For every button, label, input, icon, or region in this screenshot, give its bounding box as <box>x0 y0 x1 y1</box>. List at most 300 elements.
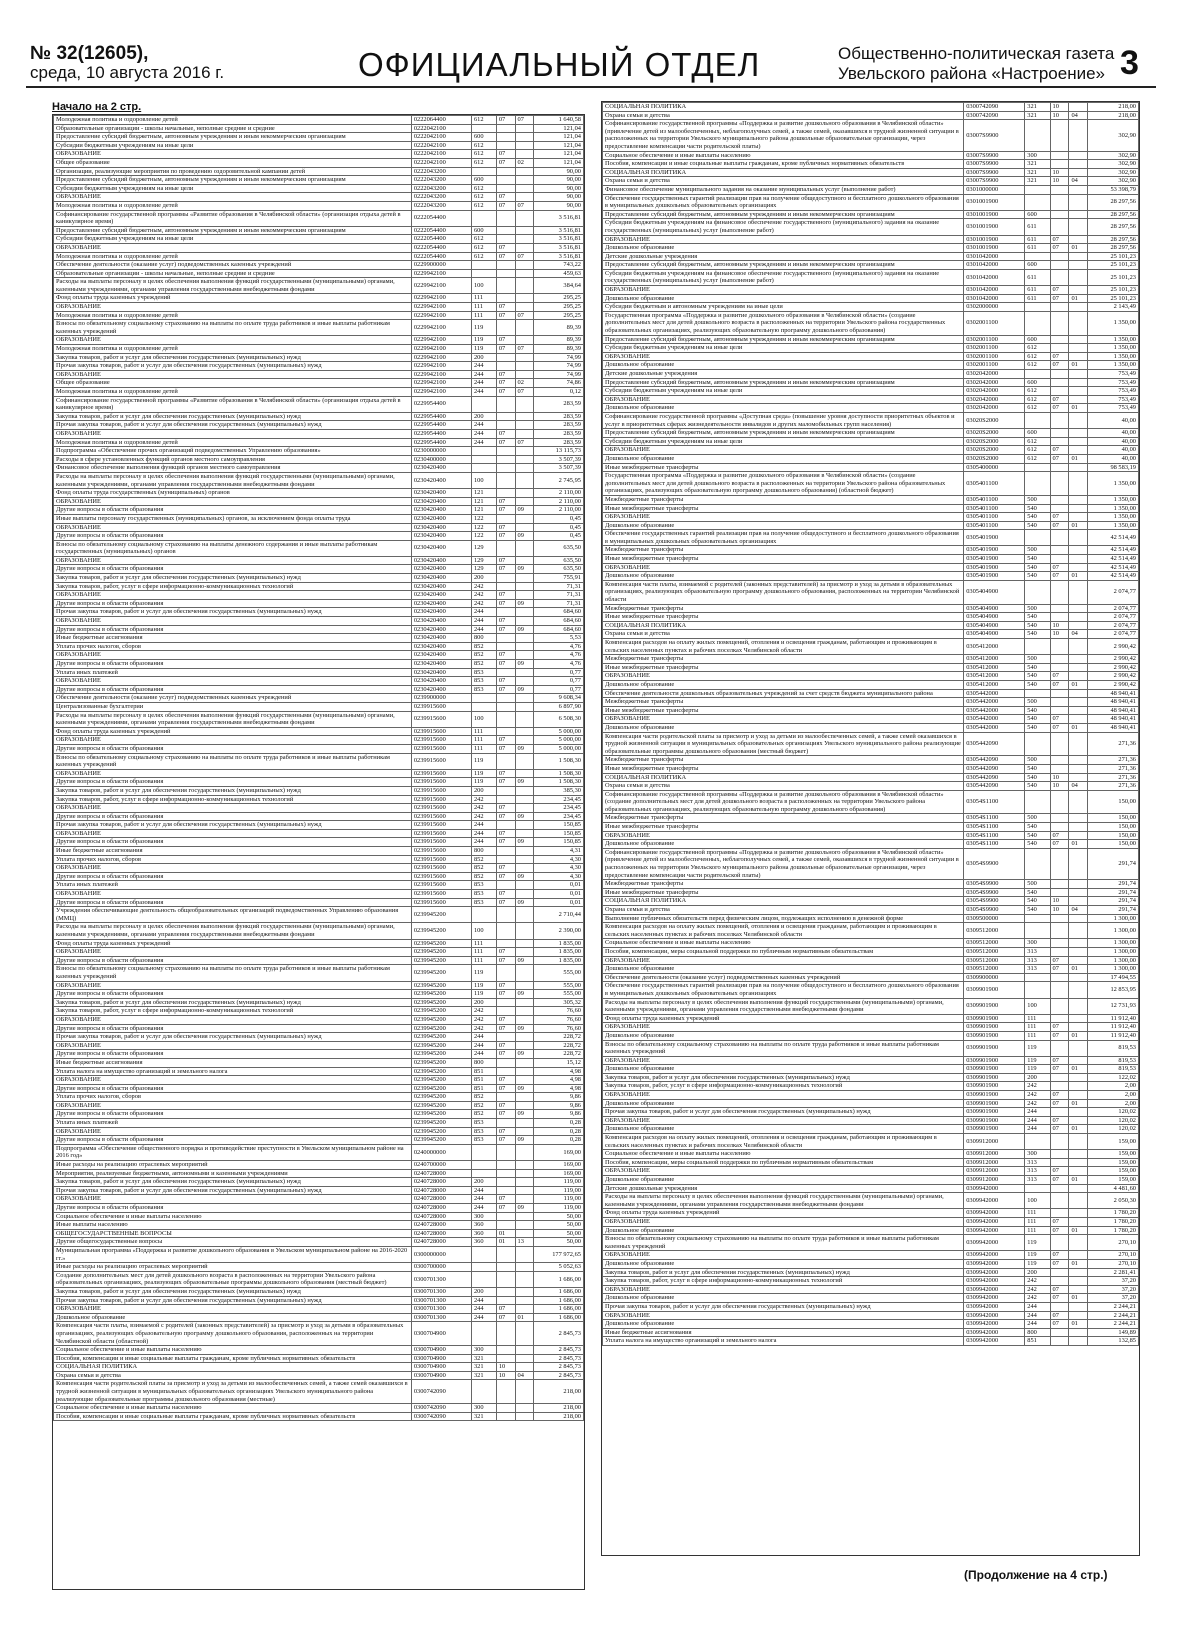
subsection-cell: 09 <box>515 685 534 694</box>
amount-cell: 819,53 <box>1088 1065 1139 1074</box>
subsection-cell <box>1069 286 1088 295</box>
target-code-cell: 0240728000 <box>411 1169 471 1178</box>
item-name-cell: Централизованные бухгалтерии <box>54 702 412 711</box>
expense-type-cell: 851 <box>1025 1337 1050 1346</box>
subsection-cell <box>515 1354 534 1363</box>
table-row <box>54 795 584 804</box>
amount-cell: 177 972,65 <box>534 1246 584 1262</box>
amount-cell: 1 300,00 <box>1088 939 1139 948</box>
table-row <box>54 243 584 252</box>
table-row <box>603 1337 1139 1346</box>
expense-type-cell <box>1025 790 1050 814</box>
item-name-cell: Закупка товаров, работ и услуг для обеспечения государственных (муниципальных) нужд <box>54 574 412 583</box>
table-row <box>54 898 584 907</box>
target-code-cell: 0222042100 <box>411 150 471 159</box>
subsection-cell: 04 <box>1069 906 1088 915</box>
subsection-cell <box>515 1404 534 1413</box>
item-name-cell: Государственная программа «Поддержка и развитие дошкольного образования в Челябинской области» (создание дополнительных мест для детей дошкольного возраста в расположенных на территории Увельского района образовательных организациях, реализующих образовательную программу дошкольного образования) (областной бюджет) <box>603 472 964 496</box>
table-row <box>603 111 1139 120</box>
section-cell <box>496 1161 515 1170</box>
subsection-cell <box>1069 655 1088 664</box>
section-cell <box>1050 378 1069 387</box>
expense-type-cell: 244 <box>471 1050 496 1059</box>
table-row <box>603 1302 1139 1311</box>
expense-type-cell <box>1025 639 1050 655</box>
section-cell: 10 <box>1050 103 1069 112</box>
expense-type-cell: 119 <box>471 965 496 981</box>
target-code-cell: 0305401100 <box>964 513 1025 522</box>
item-name-cell: ОБРАЗОВАНИЕ <box>603 1285 964 1294</box>
subsection-cell <box>515 1363 534 1372</box>
expense-type-cell: 800 <box>471 634 496 643</box>
section-cell <box>496 1287 515 1296</box>
subsection-cell <box>515 907 534 923</box>
item-name-cell: Охрана семьи и детства <box>603 177 964 186</box>
table-row <box>603 982 1139 998</box>
expense-type-cell: 611 <box>1025 286 1050 295</box>
expense-type-cell: 321 <box>471 1354 496 1363</box>
amount-cell: 753,49 <box>1088 404 1139 413</box>
table-row <box>54 388 584 397</box>
section-cell <box>496 1246 515 1262</box>
item-name-cell: Прочая закупка товаров, работ и услуг для обеспечения государственных (муниципальных) нужд <box>54 362 412 371</box>
target-code-cell: 0305442000 <box>964 698 1025 707</box>
table-row <box>54 956 584 965</box>
expense-type-cell: 111 <box>471 948 496 957</box>
section-cell <box>496 855 515 864</box>
subsection-cell <box>1069 982 1088 998</box>
table-row <box>54 1007 584 1016</box>
target-code-cell: 0302042000 <box>964 370 1025 379</box>
expense-type-cell <box>471 1263 496 1272</box>
subsection-cell <box>515 1221 534 1230</box>
item-name-cell: Другие вопросы в области образования <box>54 872 412 881</box>
expense-type-cell: 360 <box>471 1221 496 1230</box>
amount-cell: 1 686,00 <box>534 1287 584 1296</box>
target-code-cell: 0305404900 <box>964 613 1025 622</box>
expense-type-cell: 313 <box>1025 1158 1050 1167</box>
subsection-cell <box>1069 1073 1088 1082</box>
target-code-cell: 0230420400 <box>411 489 471 498</box>
amount-cell: 2 845,73 <box>534 1322 584 1346</box>
table-row <box>54 193 584 202</box>
target-code-cell: 03007S9900 <box>964 177 1025 186</box>
expense-type-cell: 852 <box>471 651 496 660</box>
subsection-cell: 01 <box>515 1313 534 1322</box>
target-code-cell: 0302042000 <box>964 378 1025 387</box>
table-row <box>54 438 584 447</box>
subsection-cell <box>515 556 534 565</box>
section-cell: 07 <box>496 158 515 167</box>
amount-cell: 159,00 <box>1088 1134 1139 1150</box>
amount-cell: 753,49 <box>1088 378 1139 387</box>
expense-type-cell: 612 <box>1025 395 1050 404</box>
target-code-cell: 0302001100 <box>964 311 1025 335</box>
amount-cell: 119,00 <box>534 1186 584 1195</box>
item-name-cell: Дошкольное образование <box>603 1099 964 1108</box>
subsection-cell <box>515 753 534 769</box>
subsection-cell: 01 <box>1069 1031 1088 1040</box>
subsection-cell <box>515 1178 534 1187</box>
target-code-cell: 0300742090 <box>964 103 1025 112</box>
target-code-cell: 0239915600 <box>411 778 471 787</box>
item-name-cell: Предоставление субсидий бюджетным, автономным учреждениям и иным некоммерческим организациям <box>54 133 412 142</box>
subsection-cell: 09 <box>515 1050 534 1059</box>
expense-type-cell: 242 <box>471 582 496 591</box>
table-row <box>54 753 584 769</box>
section-cell: 07 <box>1050 1259 1069 1268</box>
section-cell: 07 <box>1050 723 1069 732</box>
item-name-cell: ОБРАЗОВАНИЕ <box>54 617 412 626</box>
item-name-cell: ОБРАЗОВАНИЕ <box>603 235 964 244</box>
section-cell <box>496 1354 515 1363</box>
section-cell: 07 <box>496 116 515 125</box>
item-name-cell: Компенсация расходов на оплату жилых помещений, отопления и освещения гражданам, работающим и проживающим в сельских населенных пунктах и рабочих поселках Челябинской области <box>603 639 964 655</box>
item-name-cell: ОБРАЗОВАНИЕ <box>54 497 412 506</box>
target-code-cell: 0309942000 <box>964 1294 1025 1303</box>
table-row <box>54 847 584 856</box>
table-row <box>54 1346 584 1355</box>
subsection-cell: 02 <box>515 379 534 388</box>
expense-type-cell: 611 <box>1025 244 1050 253</box>
section-cell: 07 <box>496 1313 515 1322</box>
subsection-cell <box>1069 1150 1088 1159</box>
table-row <box>603 168 1139 177</box>
expense-type-cell: 500 <box>1025 495 1050 504</box>
subsection-cell <box>515 1195 534 1204</box>
subsection-cell <box>1069 790 1088 814</box>
item-name-cell: Компенсация расходов на оплату жилых помещений, отопления и освещения гражданам, работающим и проживающим в сельских населенных пунктах и рабочих поселках Челябинской области <box>603 923 964 939</box>
subsection-cell <box>515 1287 534 1296</box>
item-name-cell: ОБРАЗОВАНИЕ <box>54 769 412 778</box>
item-name-cell: СОЦИАЛЬНАЯ ПОЛИТИКА <box>603 773 964 782</box>
section-cell: 07 <box>1050 1251 1069 1260</box>
section-cell: 07 <box>496 625 515 634</box>
subsection-cell <box>1069 1277 1088 1286</box>
table-row <box>603 782 1139 791</box>
target-code-cell: 0302001100 <box>964 352 1025 361</box>
section-cell: 07 <box>1050 1091 1069 1100</box>
expense-type-cell: 111 <box>1025 1226 1050 1235</box>
table-row <box>603 1167 1139 1176</box>
table-row <box>54 907 584 923</box>
amount-cell: 218,00 <box>534 1404 584 1413</box>
section-cell: 07 <box>1050 1023 1069 1032</box>
expense-type-cell: 321 <box>471 1412 496 1421</box>
target-code-cell: 0239945200 <box>411 1136 471 1145</box>
amount-cell: 25 101,23 <box>1088 294 1139 303</box>
item-name-cell: ОБРАЗОВАНИЕ <box>54 804 412 813</box>
table-row <box>603 1073 1139 1082</box>
amount-cell: 150,85 <box>534 821 584 830</box>
target-code-cell: 0305404900 <box>964 580 1025 604</box>
table-row <box>54 362 584 371</box>
expense-type-cell: 244 <box>471 1204 496 1213</box>
subsection-cell <box>515 226 534 235</box>
subsection-cell: 01 <box>1069 1099 1088 1108</box>
subsection-cell <box>1069 463 1088 472</box>
amount-cell: 1 508,30 <box>534 753 584 769</box>
expense-type-cell: 540 <box>1025 782 1050 791</box>
table-row <box>54 455 584 464</box>
table-row <box>603 1082 1139 1091</box>
target-code-cell: 0239915600 <box>411 847 471 856</box>
table-row <box>603 530 1139 546</box>
subsection-cell <box>515 617 534 626</box>
section-cell <box>1050 429 1069 438</box>
expense-type-cell: 244 <box>471 1313 496 1322</box>
amount-cell: 2 990,42 <box>1088 639 1139 655</box>
section-cell <box>496 753 515 769</box>
amount-cell: 5 000,00 <box>534 744 584 753</box>
subsection-cell <box>1069 698 1088 707</box>
expense-type-cell: 200 <box>471 1287 496 1296</box>
target-code-cell: 0239945200 <box>411 1024 471 1033</box>
table-row <box>603 103 1139 112</box>
target-code-cell: 0309901900 <box>964 1116 1025 1125</box>
item-name-cell: Молодежная политика и оздоровление детей <box>54 201 412 210</box>
table-row <box>54 379 584 388</box>
subsection-cell <box>1069 1023 1088 1032</box>
item-name-cell: Иные бюджетные ассигнования <box>603 1328 964 1337</box>
section-cell <box>496 1263 515 1272</box>
target-code-cell: 0301042000 <box>964 294 1025 303</box>
item-name-cell: Организации, реализующие мероприятия по проведению оздоровительной кампании детей <box>54 167 412 176</box>
section-cell <box>1050 698 1069 707</box>
subsection-cell <box>1069 563 1088 572</box>
section-cell <box>496 1067 515 1076</box>
item-name-cell: Иные выплаты населению <box>54 1221 412 1230</box>
section-cell: 07 <box>1050 680 1069 689</box>
expense-type-cell <box>1025 303 1050 312</box>
section-cell: 07 <box>496 898 515 907</box>
target-code-cell: 0222043200 <box>411 167 471 176</box>
continued-to-note: (Продолжение на 4 стр.) <box>964 1568 1108 1582</box>
subsection-cell: 09 <box>515 1024 534 1033</box>
subsection-cell: 07 <box>515 201 534 210</box>
target-code-cell: 0229942100 <box>411 362 471 371</box>
subsection-cell: 01 <box>1069 454 1088 463</box>
table-row <box>603 831 1139 840</box>
target-code-cell: 0309942000 <box>964 1259 1025 1268</box>
section-cell: 07 <box>496 303 515 312</box>
expense-type-cell: 313 <box>1025 947 1050 956</box>
item-name-cell: Обеспечение государственных гарантий реализации прав на получение общедоступного и бесплатного дошкольного образования в муниципальных дошкольных образовательных организациях <box>603 982 964 998</box>
subsection-cell <box>515 1169 534 1178</box>
target-code-cell: 0239945200 <box>411 1127 471 1136</box>
subsection-cell <box>515 795 534 804</box>
section-cell: 07 <box>496 1084 515 1093</box>
table-row <box>54 1322 584 1346</box>
item-name-cell: Иные межбюджетные трансферты <box>603 706 964 715</box>
section-cell: 07 <box>496 677 515 686</box>
item-name-cell: Уплата прочих налогов, сборов <box>54 642 412 651</box>
item-name-cell: Предоставление субсидий бюджетным, автономным учреждениям и иным некоммерческим организациям <box>54 226 412 235</box>
section-cell: 07 <box>496 497 515 506</box>
target-code-cell: 0239915600 <box>411 872 471 881</box>
item-name-cell: Финансовое обеспечение муниципального задания на оказание муниципальных услуг (выполнение работ) <box>603 185 964 194</box>
subsection-cell <box>1069 1108 1088 1117</box>
item-name-cell: Расходы на выплаты персоналу в целях обеспечения выполнения функций государственными (муниципальными) органами, казенными учреждениями, органами управления государственными внебюджетными фондами <box>603 1193 964 1209</box>
target-code-cell: 0230420400 <box>411 677 471 686</box>
expense-type-cell: 100 <box>1025 998 1050 1014</box>
amount-cell: 132,85 <box>1088 1337 1139 1346</box>
subsection-cell <box>1069 370 1088 379</box>
item-name-cell: Общее образование <box>54 158 412 167</box>
item-name-cell: ОБРАЗОВАНИЕ <box>603 1167 964 1176</box>
section-cell <box>496 514 515 523</box>
section-cell <box>496 923 515 939</box>
subsection-cell <box>1069 103 1088 112</box>
subsection-cell <box>515 1041 534 1050</box>
expense-type-cell: 300 <box>1025 151 1050 160</box>
expense-type-cell: 853 <box>471 668 496 677</box>
item-name-cell: ОБРАЗОВАНИЕ <box>54 1127 412 1136</box>
amount-cell: 0,01 <box>534 881 584 890</box>
amount-cell: 28 297,56 <box>1088 210 1139 219</box>
target-code-cell: 0301042000 <box>964 252 1025 261</box>
section-cell: 07 <box>1050 1056 1069 1065</box>
target-code-cell: 0222054400 <box>411 243 471 252</box>
subsection-cell <box>515 353 534 362</box>
item-name-cell: Межбюджетные трансферты <box>603 546 964 555</box>
section-cell: 07 <box>496 804 515 813</box>
expense-type-cell: 851 <box>471 1067 496 1076</box>
subsection-cell: 09 <box>515 1110 534 1119</box>
target-code-cell: 0239945200 <box>411 1067 471 1076</box>
target-code-cell: 0229954400 <box>411 412 471 421</box>
target-code-cell: 0240728000 <box>411 1221 471 1230</box>
item-name-cell: Социальное обеспечение и иные выплаты населению <box>54 1212 412 1221</box>
item-name-cell: Другие вопросы в области образования <box>54 744 412 753</box>
table-row <box>54 1195 584 1204</box>
expense-type-cell: 540 <box>1025 764 1050 773</box>
item-name-cell: Прочая закупка товаров, работ и услуг для обеспечения государственных (муниципальных) нужд <box>603 1108 964 1117</box>
table-row <box>54 124 584 133</box>
subsection-cell <box>1069 194 1088 210</box>
table-row <box>54 1186 584 1195</box>
target-code-cell: 0229942100 <box>411 294 471 303</box>
section-cell: 07 <box>1050 244 1069 253</box>
subsection-cell <box>1069 732 1088 756</box>
table-row <box>54 1161 584 1170</box>
subsection-cell <box>1069 235 1088 244</box>
item-name-cell: Пособия, компенсации и иные социальные выплаты гражданам, кроме публичных нормативных обязательств <box>54 1354 412 1363</box>
subsection-cell: 01 <box>1069 1226 1088 1235</box>
table-row <box>603 344 1139 353</box>
subsection-cell <box>515 243 534 252</box>
table-row <box>603 906 1139 915</box>
expense-type-cell: 242 <box>471 804 496 813</box>
expense-type-cell: 111 <box>1025 1014 1050 1023</box>
amount-cell: 2 244,21 <box>1088 1302 1139 1311</box>
item-name-cell: ОБРАЗОВАНИЕ <box>603 1311 964 1320</box>
expense-type-cell <box>471 269 496 278</box>
target-code-cell: 0309942000 <box>964 1337 1025 1346</box>
section-cell <box>1050 923 1069 939</box>
expense-type-cell: 600 <box>471 133 496 142</box>
table-row <box>603 897 1139 906</box>
target-code-cell: 0305442090 <box>964 773 1025 782</box>
table-row <box>603 1031 1139 1040</box>
target-code-cell: 03007S9900 <box>964 168 1025 177</box>
section-cell <box>1050 210 1069 219</box>
item-name-cell: Создание дополнительных мест для детей дошкольного возраста в расположенных на территории Увельского района образовательных организациях, реализующих образовательные программы дошкольного образования (местный бюджет) <box>54 1271 412 1287</box>
subsection-cell <box>1069 303 1088 312</box>
subsection-cell <box>515 923 534 939</box>
subsection-cell <box>515 303 534 312</box>
item-name-cell: ОБРАЗОВАНИЕ <box>54 303 412 312</box>
expense-type-cell: 600 <box>1025 210 1050 219</box>
subsection-cell <box>515 150 534 159</box>
expense-type-cell: 300 <box>471 1404 496 1413</box>
item-name-cell: ОБРАЗОВАНИЕ <box>54 1015 412 1024</box>
section-cell: 07 <box>1050 294 1069 303</box>
section-cell <box>1050 888 1069 897</box>
expense-type-cell: 540 <box>1025 504 1050 513</box>
subsection-cell <box>1069 831 1088 840</box>
subsection-cell: 01 <box>1069 1259 1088 1268</box>
item-name-cell: ОБРАЗОВАНИЕ <box>54 150 412 159</box>
expense-type-cell: 612 <box>1025 454 1050 463</box>
section-cell <box>1050 530 1069 546</box>
subsection-cell <box>515 1212 534 1221</box>
expense-type-cell: 853 <box>471 1127 496 1136</box>
table-row <box>603 613 1139 622</box>
expense-type-cell: 119 <box>471 320 496 336</box>
target-code-cell: 0309942000 <box>964 1277 1025 1286</box>
item-name-cell: ОБРАЗОВАНИЕ <box>603 715 964 724</box>
item-name-cell: ОБРАЗОВАНИЕ <box>603 446 964 455</box>
table-row <box>54 532 584 541</box>
target-code-cell: 0300742090 <box>411 1380 471 1404</box>
item-name-cell: Уплата прочих налогов, сборов <box>54 1093 412 1102</box>
target-code-cell: 0305401100 <box>964 521 1025 530</box>
item-name-cell: Другие вопросы в области образования <box>54 625 412 634</box>
amount-cell: 12 853,95 <box>1088 982 1139 998</box>
table-row <box>54 565 584 574</box>
item-name-cell: Дошкольное образование <box>603 244 964 253</box>
table-row <box>54 1305 584 1314</box>
amount-cell: 71,31 <box>534 591 584 600</box>
table-row <box>54 1119 584 1128</box>
subsection-cell <box>1069 1251 1088 1260</box>
expense-type-cell <box>471 1144 496 1160</box>
table-row <box>54 939 584 948</box>
subsection-cell <box>1069 1056 1088 1065</box>
amount-cell: 48 940,41 <box>1088 689 1139 698</box>
table-row <box>603 244 1139 253</box>
table-row <box>603 185 1139 194</box>
amount-cell: 819,53 <box>1088 1056 1139 1065</box>
section-cell <box>496 133 515 142</box>
amount-cell: 1 350,00 <box>1088 335 1139 344</box>
subsection-cell <box>515 1263 534 1272</box>
table-row <box>54 141 584 150</box>
item-name-cell: Дошкольное образование <box>603 404 964 413</box>
item-name-cell: Молодежная политика и оздоровление детей <box>54 438 412 447</box>
expense-type-cell: 612 <box>471 184 496 193</box>
subsection-cell <box>1069 923 1088 939</box>
subsection-cell <box>1069 715 1088 724</box>
table-row <box>54 1238 584 1247</box>
item-name-cell: Финансовое обеспечение выполнения функций органов местного самоуправления <box>54 464 412 473</box>
item-name-cell: Другие вопросы в области образования <box>54 778 412 787</box>
target-code-cell: 0240728000 <box>411 1195 471 1204</box>
section-cell: 07 <box>1050 446 1069 455</box>
table-row <box>54 345 584 354</box>
amount-cell: 1 300,00 <box>1088 923 1139 939</box>
